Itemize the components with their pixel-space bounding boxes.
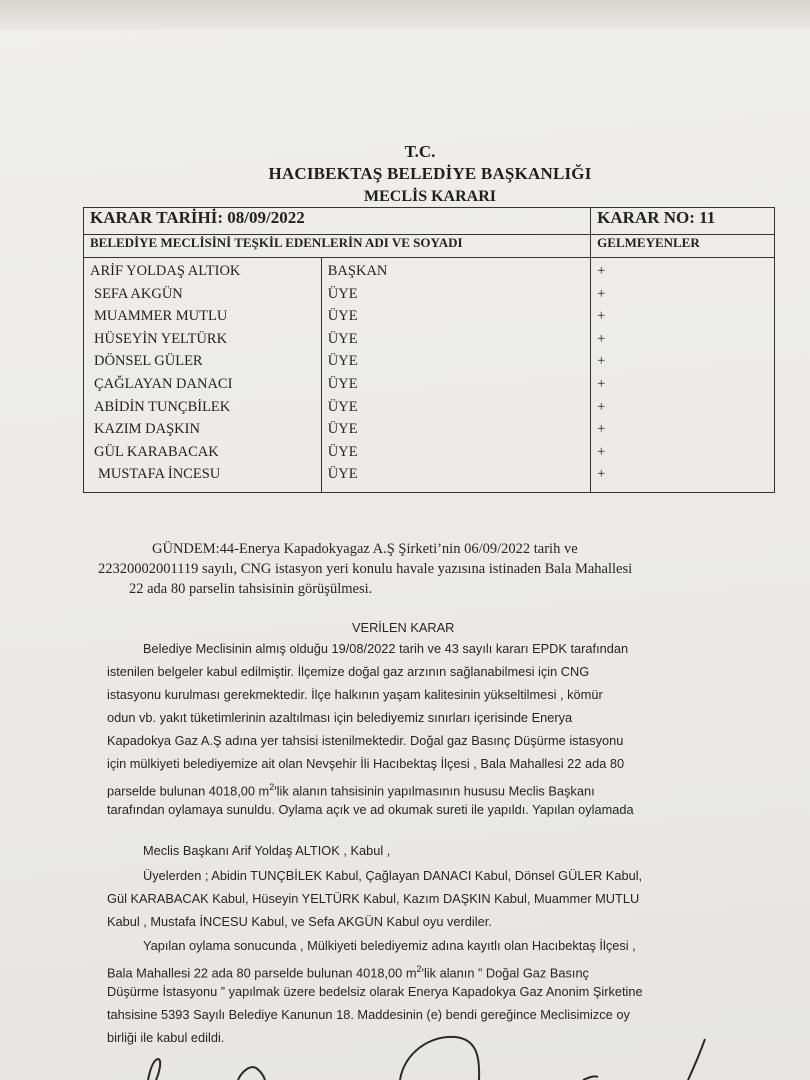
member-name: SEFA AKGÜN xyxy=(94,285,183,302)
member-role: ÜYE xyxy=(327,353,358,370)
signature-mark xyxy=(400,1037,479,1080)
vote-line: Gül KARABACAK Kabul, Hüseyin YELTÜRK Kabul, Kazım DAŞKIN Kabul, Muammer MUTLU xyxy=(107,891,640,906)
vote-line: Kabul , Mustafa İNCESU Kabul, ve Sefa AKGÜN Kabul oyu verdiler. xyxy=(107,914,492,929)
member-name: ARİF YOLDAŞ ALTIOK xyxy=(90,263,241,279)
member-name: ÇAĞLAYAN DANACI xyxy=(94,375,233,392)
decision-date: KARAR TARİHİ: 08/09/2022 xyxy=(84,208,591,235)
signature-mark xyxy=(688,1039,705,1080)
council-table xyxy=(83,207,775,493)
result-text-pre: Bala Mahallesi 22 ada 80 parselde bulunan 4018,00 m xyxy=(107,965,417,981)
header-municipality: HACIBEKTAŞ BELEDİYE BAŞKANLIĞI xyxy=(268,164,592,183)
attendance-mark: + xyxy=(597,353,606,370)
attendance-mark: + xyxy=(597,398,606,415)
member-name: HÜSEYİN YELTÜRK xyxy=(94,330,228,347)
result-unit-exponent: 2 xyxy=(416,964,422,974)
decision-line: istasyonu kurulması gerekmektedir. İlçe halkının yaşam kalitesinin yükseltilmesi , kömür xyxy=(107,687,603,702)
member-role: ÜYE xyxy=(327,330,358,347)
parcel-text-post: 'lik alanın tahsisinin yapılmasının hususu Meclis Başkanı xyxy=(274,783,595,799)
signatures xyxy=(0,1025,810,1080)
attendance-mark: + xyxy=(597,421,606,438)
member-role: ÜYE xyxy=(327,421,358,438)
attendance-mark: + xyxy=(597,375,606,392)
signature-mark xyxy=(238,1067,265,1080)
result-text-post: 'lik alanın ” Doğal Gaz Basınç xyxy=(421,965,589,981)
result-line: tahsisine 5393 Sayılı Belediye Kanunun 18. Maddesinin (e) bendi gereğince Meclisimizce oy xyxy=(107,1007,630,1022)
member-role: ÜYE xyxy=(327,466,358,483)
decision-line: için mülkiyeti belediyemize ait olan Nevşehir İli Hacıbektaş İlçesi , Bala Mahallesi 22 ada 80 xyxy=(107,756,625,771)
decision-number: KARAR NO: 11 xyxy=(591,208,775,235)
member-role: ÜYE xyxy=(327,308,358,325)
parcel-unit-exponent: 2 xyxy=(269,782,275,792)
decision-title: VERİLEN KARAR xyxy=(352,620,455,635)
vote-chair: Meclis Başkanı Arif Yoldaş ALTIOK , Kabul , xyxy=(143,843,391,858)
header-tc: T.C. xyxy=(404,142,436,161)
agenda-line: GÜNDEM:44-Enerya Kapadokyagaz A.Ş Şirketi’nin 06/09/2022 tarih ve xyxy=(152,541,578,557)
result-line: Düşürme İstasyonu ” yapılmak üzere bedelsiz olarak Enerya Kapadokya Gaz Anonim Şirketine xyxy=(107,984,643,999)
attendance-mark: + xyxy=(597,263,606,279)
member-role: ÜYE xyxy=(327,443,358,460)
attendance-mark: + xyxy=(597,466,606,483)
attendance-mark: + xyxy=(597,443,606,460)
member-name: ABİDİN TUNÇBİLEK xyxy=(94,398,231,415)
signature-mark xyxy=(583,1076,598,1080)
decision-line: istenilen belgeler kabul edilmiştir. İlçemize doğal gaz arzının sağlanabilmesi için CNG xyxy=(107,664,590,679)
attendance-mark: + xyxy=(597,285,606,302)
header-council-decision: MECLİS KARARI xyxy=(363,188,496,205)
member-names-column xyxy=(84,258,322,493)
agenda-line: 22 ada 80 parselin tahsisinin görüşülmesi. xyxy=(129,581,373,597)
member-roles-column xyxy=(321,258,590,493)
column-header-members: BELEDİYE MECLİSİNİ TEŞKİL EDENLERİN ADI VE SOYADI xyxy=(84,235,591,258)
member-name: MUAMMER MUTLU xyxy=(94,308,228,325)
decision-line: odun vb. yakıt tüketimlerinin azaltılması için belediyemiz sınırları içerisinde Enerya xyxy=(107,710,573,725)
member-role: ÜYE xyxy=(327,375,358,392)
signature-mark xyxy=(148,1059,160,1080)
member-role: ÜYE xyxy=(327,285,358,302)
attendance-marks-column xyxy=(591,258,775,493)
member-name: DÖNSEL GÜLER xyxy=(94,353,203,370)
column-header-absent: GELMEYENLER xyxy=(591,235,775,258)
result-line: Yapılan oylama sonucunda , Mülkiyeti belediyemiz adına kayıtlı olan Hacıbektaş İlçesi , xyxy=(143,938,636,953)
agenda-line: 22320002001119 sayılı, CNG istasyon yeri konulu havale yazısına istinaden Bala Mahallesi xyxy=(98,561,633,577)
member-role: ÜYE xyxy=(327,398,358,415)
attendance-mark: + xyxy=(597,308,606,325)
result-line: birliği ile kabul edildi. xyxy=(107,1030,225,1045)
decision-line: Kapadokya Gaz A.Ş adına yer tahsisi istenilmektedir. Doğal gaz Basınç Düşürme istasyonu xyxy=(107,733,624,748)
member-name: KAZIM DAŞKIN xyxy=(94,421,200,438)
decision-line: Belediye Meclisinin almış olduğu 19/08/2022 tarih ve 43 sayılı kararı EPDK tarafından xyxy=(143,641,629,656)
member-name: MUSTAFA İNCESU xyxy=(98,466,221,483)
member-role: BAŞKAN xyxy=(327,263,388,279)
decision-line: tarafından oylamaya sunuldu. Oylama açık ve ad okumak sureti ile yapıldı. Yapılan oylamada xyxy=(107,802,634,817)
vote-line: Üyelerden ; Abidin TUNÇBİLEK Kabul, Çağlayan DANACI Kabul, Dönsel GÜLER Kabul, xyxy=(143,868,643,883)
background-edge xyxy=(0,0,810,30)
attendance-mark: + xyxy=(597,330,606,347)
member-name: GÜL KARABACAK xyxy=(94,443,219,460)
parcel-text-pre: parselde bulunan 4018,00 m xyxy=(107,783,270,799)
